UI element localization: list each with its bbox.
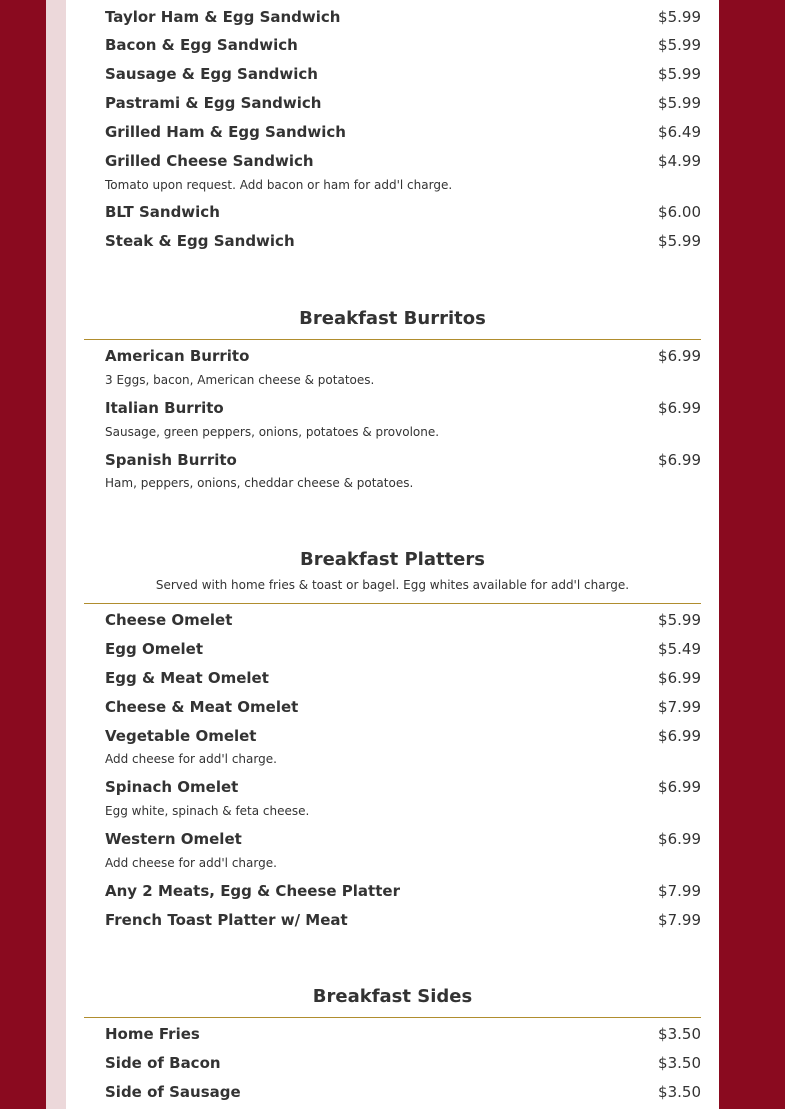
menu-item-name: Pastrami & Egg Sandwich [105, 94, 322, 112]
menu-item-price: $4.99 [658, 152, 701, 170]
menu-item-description: Ham, peppers, onions, cheddar cheese & potatoes. [105, 476, 414, 490]
menu-item-price: $3.50 [658, 1083, 701, 1101]
menu-item-name: Western Omelet [105, 830, 242, 848]
menu-item-price: $6.99 [658, 399, 701, 417]
section-note: Served with home fries & toast or bagel. Egg whites available for add'l charge. [155, 578, 630, 592]
menu-item-name: Bacon & Egg Sandwich [105, 36, 298, 54]
menu-item-name: Cheese Omelet [105, 611, 233, 629]
menu-item-price: $5.99 [658, 36, 701, 54]
menu-item-name: Spanish Burrito [105, 451, 237, 469]
menu-item-name: French Toast Platter w/ Meat [105, 911, 348, 929]
menu-item-price: $6.99 [658, 727, 701, 745]
menu-item-description: Egg white, spinach & feta cheese. [105, 804, 310, 818]
menu-item-price: $5.99 [658, 8, 701, 26]
menu-item-price: $6.99 [658, 347, 701, 365]
menu-item-name: Grilled Cheese Sandwich [105, 152, 314, 170]
menu-item-price: $6.00 [658, 203, 701, 221]
menu-item-description: Sausage, green peppers, onions, potatoes & provolone. [105, 425, 440, 439]
section-title-platters: Breakfast Platters [299, 549, 485, 570]
menu-item-name: Cheese & Meat Omelet [105, 698, 299, 716]
menu-item-name: Egg Omelet [105, 640, 203, 658]
section-divider [84, 1017, 701, 1018]
menu-item-price: $3.50 [658, 1054, 701, 1072]
menu-item-name: Spinach Omelet [105, 778, 239, 796]
menu-item-description: 3 Eggs, bacon, American cheese & potatoes. [105, 373, 375, 387]
menu-item-name: Side of Sausage [105, 1083, 241, 1101]
menu-item-description: Add cheese for add'l charge. [105, 856, 277, 870]
menu-item-price: $7.99 [658, 911, 701, 929]
menu-item-price: $5.99 [658, 611, 701, 629]
menu-item-name: Grilled Ham & Egg Sandwich [105, 123, 346, 141]
menu-item-name: Egg & Meat Omelet [105, 669, 269, 687]
section-divider [84, 603, 701, 604]
menu-item-name: BLT Sandwich [105, 203, 220, 221]
menu-item-description: Tomato upon request. Add bacon or ham for add'l charge. [105, 178, 453, 192]
section-divider [84, 339, 701, 340]
menu-item-name: Italian Burrito [105, 399, 224, 417]
menu-item-name: Steak & Egg Sandwich [105, 232, 295, 250]
menu-item-name: Vegetable Omelet [105, 727, 257, 745]
menu-item-name: Home Fries [105, 1025, 200, 1043]
menu-item-name: Sausage & Egg Sandwich [105, 65, 318, 83]
menu-item-price: $6.99 [658, 669, 701, 687]
menu-item-price: $6.99 [658, 451, 701, 469]
menu-item-name: Any 2 Meats, Egg & Cheese Platter [105, 882, 400, 900]
section-title-sides: Breakfast Sides [312, 986, 473, 1007]
menu-item-price: $5.99 [658, 94, 701, 112]
menu-item-price: $7.99 [658, 698, 701, 716]
menu-item-price: $6.49 [658, 123, 701, 141]
menu-item-price: $5.99 [658, 65, 701, 83]
menu-item-price: $3.50 [658, 1025, 701, 1043]
section-title-burritos: Breakfast Burritos [299, 308, 486, 329]
menu-item-name: Side of Bacon [105, 1054, 221, 1072]
menu-item-price: $5.99 [658, 232, 701, 250]
menu-item-price: $7.99 [658, 882, 701, 900]
menu-item-price: $6.99 [658, 778, 701, 796]
menu-item-name: American Burrito [105, 347, 250, 365]
menu-item-price: $6.99 [658, 830, 701, 848]
menu-item-price: $5.49 [658, 640, 701, 658]
menu-item-name: Taylor Ham & Egg Sandwich [105, 8, 341, 26]
menu-item-description: Add cheese for add'l charge. [105, 752, 277, 766]
